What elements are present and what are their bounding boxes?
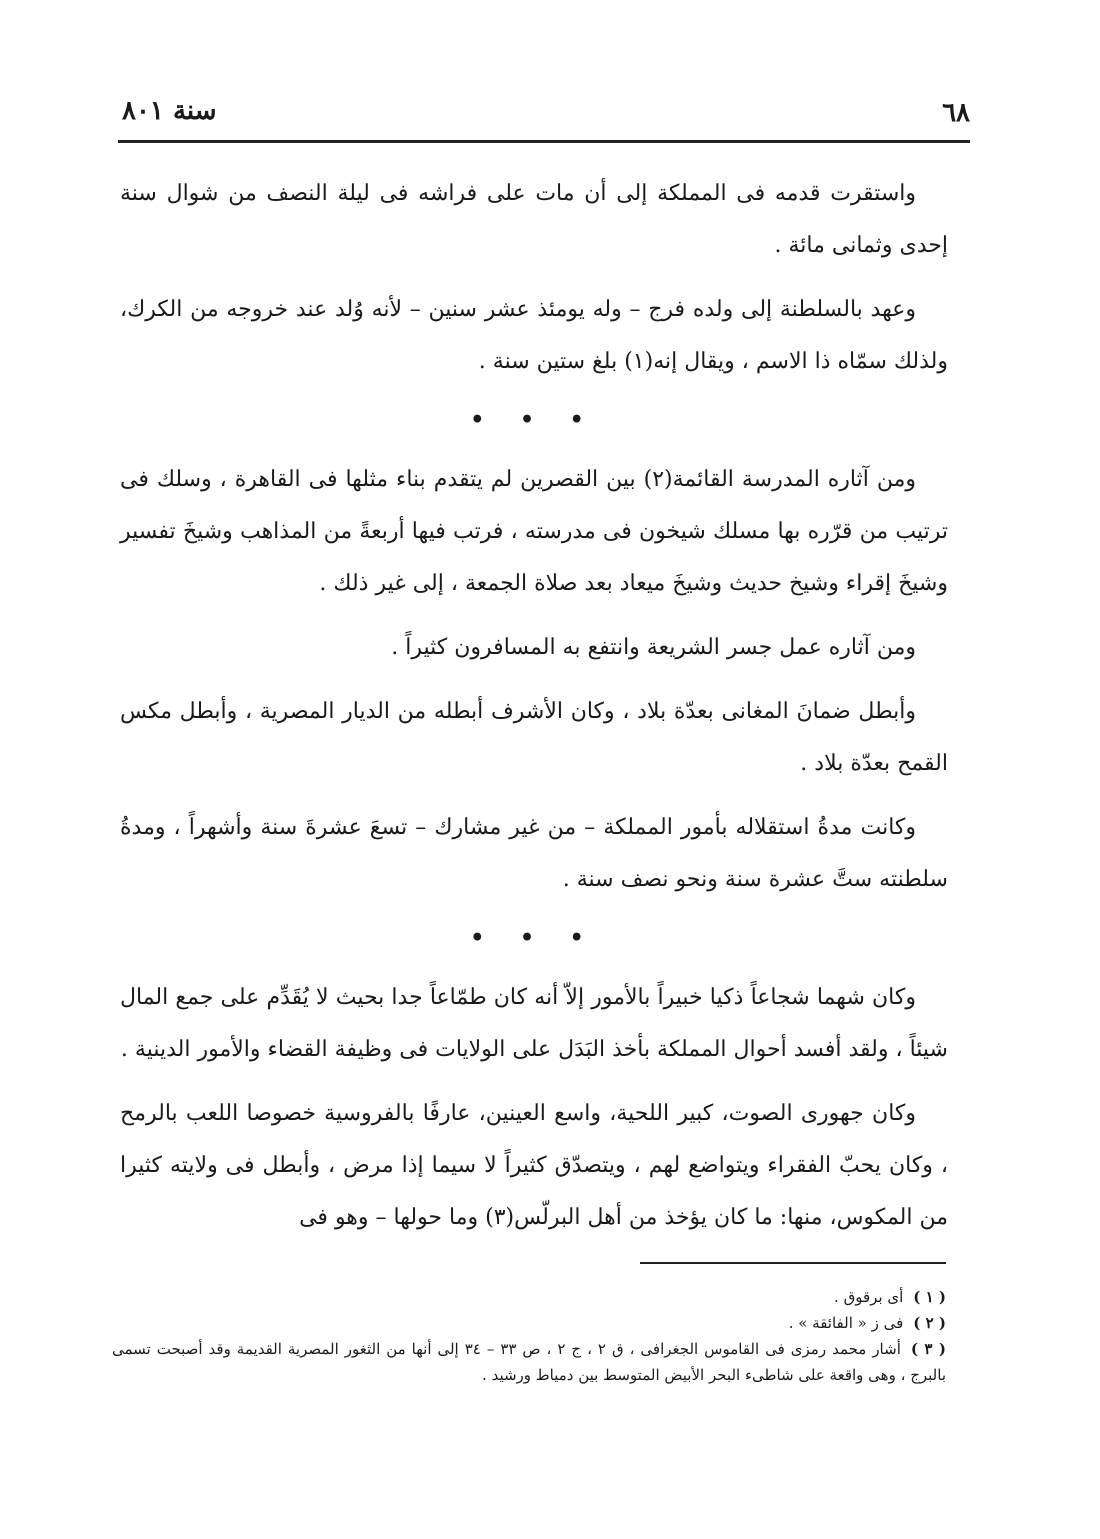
- section-separator: • • •: [470, 925, 598, 951]
- footnote-text: فى ز « الفائقة » .: [788, 1314, 904, 1332]
- footnote: [112, 1336, 946, 1388]
- paragraph: واستقرت قدمه فى المملكة إلى أن مات على فراشه فى ليلة النصف من شوال سنة إحدى وثمانى مائة .: [120, 181, 948, 258]
- footnote-number: ( ٣ ): [910, 1340, 947, 1358]
- main-text: [120, 168, 948, 1256]
- footnote-number: ( ٢ ): [913, 1314, 946, 1332]
- footnote-rule: [640, 1262, 946, 1264]
- section-separator: • • •: [470, 407, 598, 433]
- paragraph: وعهد بالسلطنة إلى ولده فرج – وله يومئذ عشر سنين – لأنه وُلد عند خروجه من الكرك، ولذلك سمّاه ذا الاسم ، ويقال إنه(١) بلغ ستين سنة .: [120, 297, 948, 374]
- footnote-number: ( ١ ): [913, 1288, 946, 1306]
- paragraph: ومن آثاره عمل جسر الشريعة وانتفع به المسافرون كثيراً .: [391, 635, 916, 660]
- paragraph: وكان جهورى الصوت، كبير اللحية، واسع العينين، عارفًا بالفروسية خصوصا اللعب بالرمح ، وكان يحبّ الفقراء ويتواضع لهم ، ويتصدّق كثيراً لا سيما إذا مرض ، وأبطل فى ولايته كثيرا من المكوس، منها: ما كان يؤخذ من أهل البرلّس(٣) وما حولها – وهو فى: [120, 1101, 948, 1230]
- footnote-text: أى برقوق .: [834, 1288, 904, 1306]
- paragraph: وكان شهما شجاعاً ذكيا خبيراً بالأمور إلاّ أنه كان طمّاعاً جدا بحيث لا يُقَدِّم على جمع المال شيئاً ، ولقد أفسد أحوال المملكة بأخذ البَدَل على الولايات فى وظيفة القضاء والأمور الدينية .: [120, 985, 948, 1062]
- paragraph: وأبطل ضمانَ المغانى بعدّة بلاد ، وكان الأشرف أبطله من الديار المصرية ، وأبطل مكس القمح بعدّة بلاد .: [120, 699, 948, 776]
- footnotes: [112, 1284, 946, 1388]
- paragraph: ومن آثاره المدرسة القائمة(٢) بين القصرين لم يتقدم بناء مثلها فى القاهرة ، وسلك فى ترتيب من قرّره بها مسلك شيخون فى مدرسته ، فرتب فيها أربعةً من المذاهب وشيخَ تفسير وشيخَ إقراء وشيخ حديث وشيخَ ميعاد بعد صلاة الجمعة ، إلى غير ذلك .: [120, 467, 948, 596]
- header-rule: [118, 140, 970, 143]
- page-number: ٦٨: [942, 98, 970, 128]
- running-title: سنة ٨٠١: [122, 96, 217, 126]
- footnote: [112, 1284, 946, 1310]
- footnote-text: أشار محمد رمزى فى القاموس الجغرافى ، ق ٢ ، ج ٢ ، ص ٣٣ – ٣٤ إلى أنها من الثغور المصرية القديمة وقد أصبحت تسمى بالبرج ، وهى واقعة على شاطىء البحر الأبيض المتوسط بين دمياط ورشيد .: [112, 1340, 946, 1384]
- page-header: [118, 92, 970, 136]
- footnote: [112, 1310, 946, 1336]
- paragraph: وكانت مدةُ استقلاله بأمور المملكة – من غير مشارك – تسعَ عشرةَ سنة وأشهراً ، ومدةُ سلطنته ستَّ عشرة سنة ونحو نصف سنة .: [120, 815, 948, 892]
